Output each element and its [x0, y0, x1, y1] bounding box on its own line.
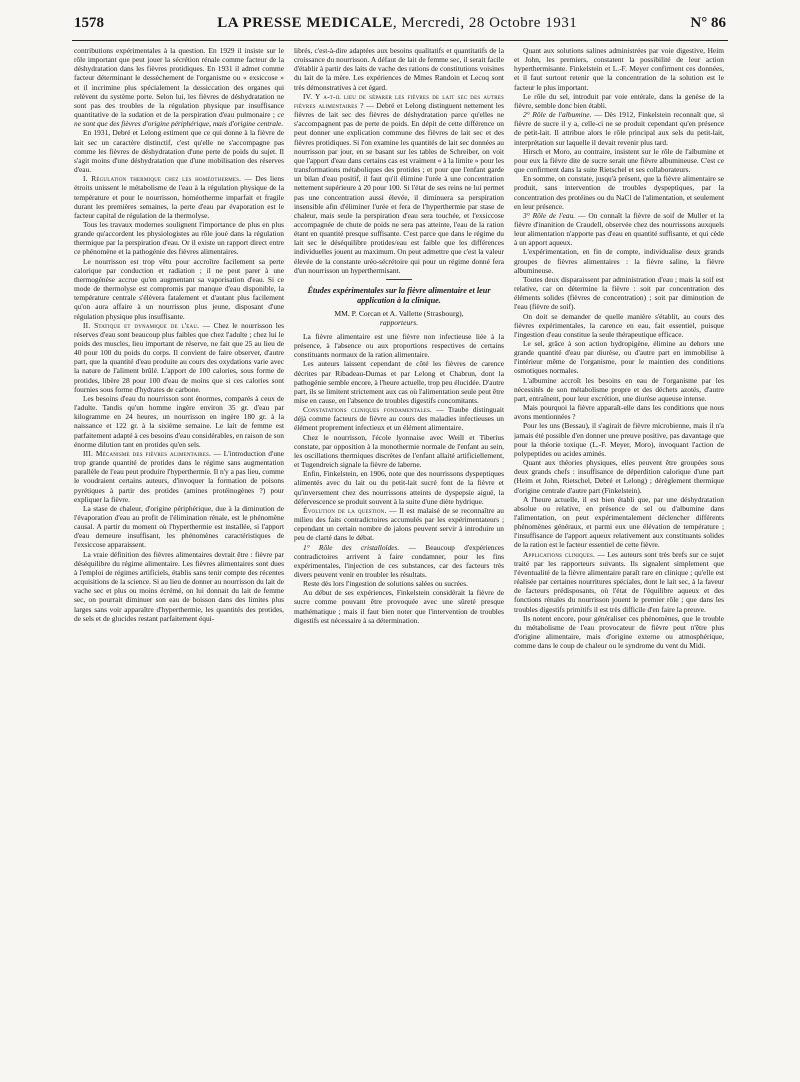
- paragraph: Reste dès lors l'ingestion de solutions salées ou sucrées.: [303, 579, 468, 589]
- header-title: LA PRESSE MEDICALE, Mercredi, 28 Octobre 1931: [217, 15, 578, 31]
- section-paragraph: I. Régulation thermique chez les homéothermes. — Des liens étroits unissent le métabolisme de l'eau à la régulation physique de la température et pour le nourrisson, homéotherme imparfait et fragile durant les premières semaines, la perte d'eau par évaporation est le facteur capital de régulation de la thermolyse.: [74, 174, 284, 220]
- section-paragraph: 1° Rôle des cristalloïdes. — Beaucoup d'expériences contradictoires arrivent à faire condamner, pour les fins expérimentales, l'injection de ces substances, car des facteurs très divers peuvent venir en troubler les résultats.: [294, 542, 504, 579]
- section-heading: Évolution de la question.: [303, 505, 387, 515]
- paragraph: En 1931, Debré et Lelong estiment que ce qui donne à la fièvre de lait sec un caractère distinctif, c'est qu'elle ne s'accompagne pas comme les fièvres de déshydratation d'une perte de poids du sujet. Il s'agit moins d'une déshydratation que d'une mobilisation des réserves d'eau.: [74, 128, 284, 175]
- issue-date: Mercredi, 28 Octobre 1931: [401, 15, 578, 31]
- paragraph: contributions expérimentales à la question. En 1929 il insiste sur le rôle important que peut jouer la sécrétion rénale comme facteur de la déshydratation dans les fièvres protidiques. En 1931 il admet comme facteur déterminant le dessèchement de l'organisme ou « exsiccose » et il incrimine plus spécialement la dessiccation des organes qui relèvent du système porte. Selon lui, les fièvres de déshydratation ne sont pas des troubles de la régulation physique par insuffisance quantitative de la sudation et de la perspiration d'eau pulmonaire ; ce ne sont que des fièvres d'origine périphérique, mais d'origine centrale.: [74, 46, 284, 129]
- section-paragraph: 3° Rôle de l'eau. — On connaît la fièvre de soif de Muller et la fièvre d'inanition de Craudell, observée chez des nourrissons auxquels leur alimentation n'apporte pas d'eau en quantité suffisante, et qui cède à un apport aqueux.: [514, 210, 724, 248]
- header-rule: [72, 40, 728, 41]
- section-heading: Applications cliniques.: [523, 549, 596, 559]
- journal-name: LA PRESSE MEDICALE: [217, 15, 393, 31]
- paragraph: La vraie définition des fièvres alimentaires devrait être : fièvre par déséquilibre du régime alimentaire. Les fièvres alimentaires sont dues à l'emploi de régimes artificiels, établis sans tenir compte des récentes acquisitions de la science. Si au lieu de donner au nourrisson du lait de vache sec et plus ou moins écrémé, on lui donnait du lait de femme sec, on pourrait diminuer son eau de boisson dans des limites plus larges sans voir apparaître d'hyperthermie, les quantités des protides, de sels et de glucides restant parfaitement équi-: [74, 549, 284, 623]
- section-heading: IV. Y a-t-il lieu de séparer les fièvres de lait sec des autres fièvres alimentaires ?: [294, 91, 504, 110]
- paragraph: Quant aux théories physiques, elles peuvent être groupées sous deux grands chefs : insuffisance de déperdition calorique d'une part (Heim et John, Rietschel, Debré et Lelong) ; dérèglement thermique d'origine centrale d'autre part (Finkelstein).: [514, 458, 724, 495]
- author-names: MM. P. Corcan et A. Vallette (Strasbourg),: [334, 308, 464, 318]
- paragraph: Quant aux solutions salines administrées par voie digestive, Heim et John, les premiers, constatent la possibilité de leur action hyperthermisante. Finkelstein et L.-F. Meyer confirment ces données, et il faut surtout retenir que la concentration de la solution est le facteur le plus important.: [514, 46, 724, 92]
- paragraph: L'albumine accroît les besoins en eau de l'organisme par les nécessités de son métabolisme propre et des déchets azotés, d'autre part, entraînent, pour leur excrétion, une diurèse aqueuse intense.: [514, 375, 724, 403]
- paragraph: La fièvre alimentaire est une fièvre non infectieuse liée à la présence, à l'absence ou aux proportions respectives de certains constituants normaux de la ration alimentaire.: [294, 331, 504, 360]
- column-3: [514, 46, 724, 1076]
- paragraph: Pour les uns (Bessau), il s'agirait de fièvre microbienne, mais il n'a jamais été possible d'en donner une preuve positive, pas davantage que pour la théorie toxique (L.-F. Meyer, Moro), invoquant l'action de polypeptides ou acides aminés.: [514, 421, 724, 458]
- separator-rule: [386, 279, 412, 280]
- paragraph: A l'heure actuelle, il est bien établi que, par une déshydratation absolue ou relative, en présence de sel ou d'albumine dans l'alimentation, on peut expérimentalement déclencher différents phénomènes généraux, et parmi eux une élévation de température ; l'insuffisance de l'apport aqueux relativement aux constituants solides de la ration est le facteur essentiel de cette fièvre.: [514, 494, 724, 550]
- paragraph: La stase de chaleur, d'origine périphérique, due à la diminution de l'évaporation d'eau au profit de l'élimination rénale, est le phénomène causal. A partir du moment où l'hyperthermie est installée, si l'apport d'eau demeure insuffisant, les phénomènes caractéristiques de l'exsiccose apparaissent.: [74, 503, 284, 550]
- section-heading: III. Mécanisme des fièvres alimentaires.: [83, 448, 212, 458]
- paragraph: Le nourrisson est trop vêtu pour accroître facilement sa perte calorique par conduction et radiation ; il ne peut parer à une thermogénèse accrue qu'en augmentant sa vaporisation d'eau. Si ce mode de thermolyse est compromis par manque d'eau disponible, la température centrale s'élèvera fatalement et d'autant plus facilement qu'on aura affaire à un nourrisson plus jeune, disposant d'une régulation physique plus insuffisante.: [74, 256, 284, 321]
- page-number: 1578: [74, 15, 104, 31]
- page-header: [74, 15, 726, 37]
- section-heading: I. Régulation thermique chez les homéothermes.: [83, 174, 242, 184]
- author-role: rapporteurs.: [379, 318, 419, 328]
- column-1: [74, 46, 284, 1076]
- paragraph: Le sel, grâce à son action hydropigène, élimine au dehors une grande quantité d'eau par diurèse, ou d'autre part en immobilise à l'intérieur même de l'organisme, pour le maintien des conditions osmotiques normales.: [514, 339, 724, 376]
- paragraph: Hirsch et Moro, au contraire, insistent sur le rôle de l'albumine et pour eux la fièvre dite de sucre serait une fièvre albumineuse. C'est ce que confirment dans la suite Rietschel et ses collaborateurs.: [514, 146, 724, 175]
- paragraph: Le rôle du sel, introduit par voie entérale, dans la genèse de la fièvre, semble donc bien établi.: [514, 91, 724, 110]
- column-2: [294, 46, 504, 1076]
- section-heading: 2° Rôle de l'albumine.: [523, 110, 592, 120]
- text-columns: [74, 46, 726, 1076]
- italic-text: ce ne sont que des fièvres d'origine périphérique, mais d'origine centrale.: [74, 110, 284, 129]
- paragraph: On doit se demander de quelle manière s'établit, au cours des fièvres expérimentales, la carence en eau, fait essentiel, puisque l'ingestion d'eau constitue la seule thérapeutique efficace.: [514, 311, 724, 339]
- paragraph: Toutes deux disparaissent par administration d'eau ; mais la soif est relative, car on détermine la fièvre : soit par concentration des éléments solides (fièvres de concentration) ; soit par diminution de l'eau (fièvre de soif).: [514, 274, 724, 312]
- section-paragraph: Applications cliniques. — Les auteurs sont très brefs sur ce sujet traité par les rapporteurs suivants. Ils signalent simplement que l'éventualité de la fièvre alimentaire paraît rare en clinique ; qu'elle est réalisée par certaines nourritures spéciales, dont le lait sec, à la faveur de facteurs prédisposants, où l'état de l'équilibre aqueux et des fonctions rénales du nourrisson jouent le premier rôle ; que dans les troubles digestifs primitifs il est très difficile d'en faire la preuve.: [514, 549, 724, 614]
- paragraph: librés, c'est-à-dire adaptées aux besoins qualitatifs et quantitatifs de la croissance du nourrisson. A défaut de lait de femme sec, il serait facile d'établir à partir des laits de vache des rations de constitutions voisines du lait de la mère. Les expériences de Mmes Randoin et Lecoq sont très démonstratives à cet égard.: [294, 46, 504, 92]
- section-paragraph: Évolution de la question. — Il est malaisé de se reconnaître au milieu des faits contradictoires accumulés par les expérimentateurs ; cependant un certain nombre de jalons peuvent servir à introduire un peu de clarté dans le débat.: [294, 505, 504, 543]
- paragraph: Au début de ses expériences, Finkelstein considérait la fièvre de sucre comme pouvant être provoquée avec une sûreté presque mathématique ; mais il faut bien noter que l'intervention de troubles digestifs est nécessaire à sa détermination.: [294, 588, 504, 625]
- issue-number: N° 86: [690, 15, 726, 31]
- article-title: Études expérimentales sur la fièvre alimentaire et leur application à la clinique.: [307, 285, 491, 305]
- paragraph: Les auteurs laissent cependant de côté les fièvres de carence décrites par Ribadeau-Dumas et par Lelong et Chabrun, dont la pathogénie semble encore, à l'heure actuelle, trop peu élucidée. D'autre part, ils se limitent strictement aux cas où l'alimentation seule peut être mise en cause, en l'absence de troubles digestifs concomitants.: [294, 359, 504, 405]
- section-heading: 1° Rôle des cristalloïdes.: [303, 542, 400, 552]
- section-paragraph: 2° Rôle de l'albumine. — Dès 1912, Finkelstein reconnaît que, si fièvre de sucre il y a, celle-ci ne se produit cependant qu'en présence de petit-lait. Il attribue alors le rôle principal aux sels du petit-lait, interprétation sur laquelle il devait revenir plus tard.: [514, 110, 724, 147]
- paragraph: Chez le nourrisson, l'école lyonnaise avec Weill et Tiberius constate, par opposition à la monothermie normale de l'enfant au sein, les oscillations thermiques discrètes de l'enfant allaité artificiellement, et Tugendreich signale la fièvre de laberne.: [294, 432, 504, 470]
- article-byline: [294, 309, 504, 328]
- paragraph: L'expérimentation, en fin de compte, individualise deux grands groupes de fièvres alimentaires : la fièvre saline, la fièvre albumineuse.: [514, 247, 724, 275]
- section-paragraph: II. Statique et dynamique de l'eau. — Chez le nourrisson les réserves d'eau sont beaucoup plus faibles que chez l'adulte ; chez lui le poids des muscles, lieu important de réserve, ne fait que 25 au lieu de 40 pour 100 du poids du corps. Il convient de faire observer, d'autre part, que la quantité d'eau produite au cours des oxydations varie avec la nature de l'aliment brûlé. L'apport de 100 calories, sous forme de protides, libère 28 pour 100 d'eau de moins que si ces calories sont fournies sous forme d'hydrates de carbone.: [74, 320, 284, 394]
- section-heading: 3° Rôle de l'eau.: [523, 210, 576, 220]
- paragraph: En somme, on constate, jusqu'à présent, que la fièvre alimentaire se produit, sans intervention de troubles dyspeptiques, par la concentration des protéines ou du NaCl de l'alimentation, et seulement en leur présence.: [514, 174, 724, 211]
- section-paragraph: Constatations cliniques fondamentales. — Traube distinguait déjà comme facteurs de fièvre au cours des maladies infectieuses un élément proprement infectieux et un élément alimentaire.: [294, 405, 504, 433]
- section-paragraph: III. Mécanisme des fièvres alimentaires. — L'introduction d'une trop grande quantité de protides dans le régime sans augmentation parallèle de l'eau peut produire l'hyperthermie. Il n'y a pas lieu, comme le voudraient certains auteurs, d'invoquer la formation de poisons pyrétiques à partir des protides (amines protéinogènes ?) pour expliquer la fièvre.: [74, 448, 284, 504]
- paragraph: Les besoins d'eau du nourrisson sont énormes, comparés à ceux de l'adulte. Tandis qu'un homme ingère environ 35 gr. d'eau par kilogramme en 24 heures, un nourrisson en ingère 180 gr. à la naissance et 122 gr. à la sixième semaine. Le lait de femme est parfaitement adapté à ces besoins d'eau considérables, en raison de son énorme dilution tant en protides qu'en sels.: [74, 393, 284, 449]
- paragraph: Enfin, Finkelstein, en 1906, note que des nourrissons dyspeptiques alimentés avec du lait ou du petit-lait sucré font de la fièvre et qu'inversement chez des nourrissons atteints de dyspepsie aiguë, la défervescence se produit souvent à la suite d'une diète hydrique.: [294, 469, 504, 506]
- section-heading: II. Statique et dynamique de l'eau.: [83, 320, 200, 330]
- section-heading: Constatations cliniques fondamentales.: [303, 405, 432, 415]
- paragraph: Tous les travaux modernes soulignent l'importance de plus en plus grande qu'accordent les physiologistes au rôle joué dans la régulation thermique par la perspiration d'eau. Or il existe un rapport direct entre ce phénomène et la pathogénie des fièvres alimentaires.: [74, 219, 284, 257]
- paragraph: Mais pourquoi la fièvre apparaît-elle dans les conditions que nous avons mentionnées ?: [514, 403, 724, 422]
- section-paragraph: IV. Y a-t-il lieu de séparer les fièvres de lait sec des autres fièvres alimentaires ? — Debré et Lelong distinguent nettement les fièvres de lait sec des fièvres de déshydratation parce qu'elles ne s'accompagnent pas de perte de poids. En dépit de cette différence on peut donner une explication commune des fièvres de lait sec et des fièvres protidiques. Si l'on examine les quantités de lait sec données au nourrisson par jour, en se basant sur les tables de Schreiber, on voit que l'apport d'eau dans certains cas est vraiment « à la limite » pour les transformations métaboliques des protides ; et pour que l'enfant garde un bilan d'eau positif, il faut qu'il élimine l'urée à une concentration nettement supérieure à 20 pour 100. Si l'état de ses reins ne lui permet pas une concentration aussi élevée, il diminuera sa perspiration insensible afin d'éliminer l'urée et fera de l'hyperthermie par stase de chaleur, mais seule la perspiration d'eau sera touchée, et l'exsiccose accompagnée de chute de poids ne sera pas atteinte, l'eau de la ration étant en quantité presque suffisante. C'est parce que dans le régime du lait sec le déséquilibre protides/eau est faible que les différences individuelles jouent au maximum. On peut admettre que c'est la valeur élevée de la constante uréo-sécrétoire qui pour un régime donné fera d'un nourrisson un hyperthermisant.: [294, 91, 504, 275]
- paragraph: Ils notent encore, pour généraliser ces phénomènes, que le trouble du métabolisme de l'eau provocateur de fièvre peut n'être plus d'origine alimentaire, mais d'origine externe ou atmosphérique, comme dans le coup de chaleur ou le syndrome du vent du Midi.: [514, 613, 724, 651]
